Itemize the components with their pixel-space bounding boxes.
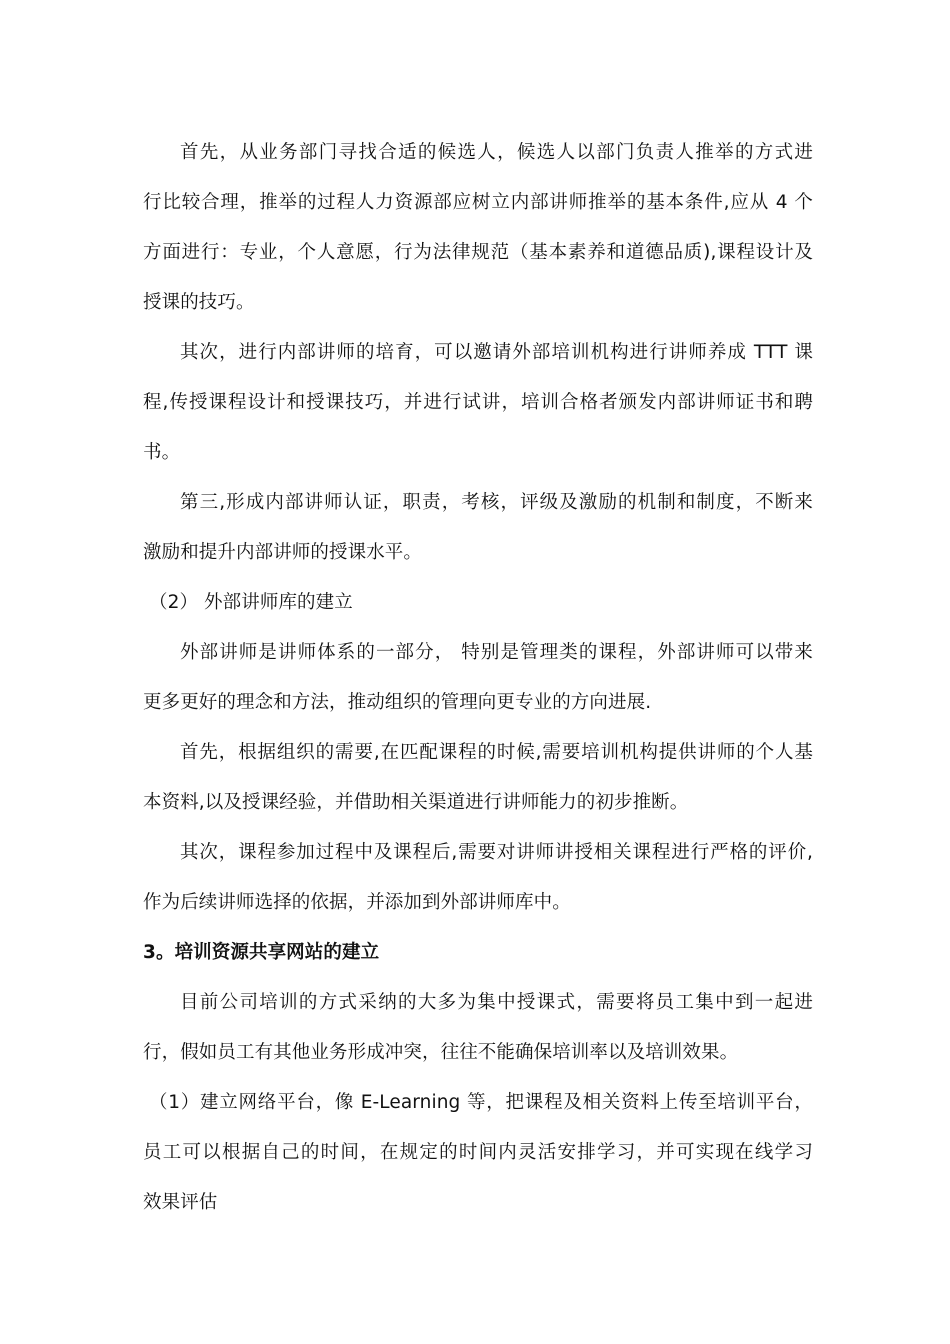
document-body (143, 128, 813, 1228)
subsection-heading: （2） 外部讲师库的建立 (149, 592, 353, 613)
section-heading: 3。培训资源共享网站的建立 (143, 942, 380, 963)
paragraph-line: 首先，从业务部门寻找合适的候选人，候选人以部门负责人推举的方式进 (180, 142, 813, 163)
paragraph-line: 方面进行：专业，个人意愿，行为法律规范（基本素养和道德品质),课程设计及 (143, 242, 813, 263)
paragraph-line: 激励和提升内部讲师的授课水平。 (143, 542, 423, 563)
paragraph-line: 外部讲师是讲师体系的一部分， 特别是管理类的课程，外部讲师可以带来 (180, 642, 813, 663)
paragraph-line: 效果评估 (143, 1192, 218, 1213)
paragraph-line: 行，假如员工有其他业务形成冲突，往往不能确保培训率以及培训效果。 (143, 1042, 739, 1063)
paragraph-line: 其次，课程参加过程中及课程后,需要对讲师讲授相关课程进行严格的评价, (180, 842, 813, 863)
paragraph-line: 目前公司培训的方式采纳的大多为集中授课式，需要将员工集中到一起进 (180, 992, 813, 1013)
paragraph-line: 首先，根据组织的需要,在匹配课程的时候,需要培训机构提供讲师的个人基 (180, 742, 813, 763)
paragraph-line: 授课的技巧。 (143, 292, 255, 313)
paragraph-line: 第三,形成内部讲师认证，职责，考核，评级及激励的机制和制度，不断来 (180, 492, 813, 513)
list-item-line: （1）建立网络平台，像 E-Learning 等，把课程及相关资料上传至培训平台， (149, 1092, 813, 1113)
paragraph-line: 其次，进行内部讲师的培育，可以邀请外部培训机构进行讲师养成 TTT 课 (180, 342, 813, 363)
paragraph-line: 行比较合理，推举的过程人力资源部应树立内部讲师推举的基本条件,应从 4 个 (143, 192, 813, 213)
paragraph-line: 作为后续讲师选择的依据，并添加到外部讲师库中。 (143, 892, 571, 913)
paragraph-line: 本资料,以及授课经验，并借助相关渠道进行讲师能力的初步推断。 (143, 792, 689, 813)
paragraph-line: 程,传授课程设计和授课技巧，并进行试讲，培训合格者颁发内部讲师证书和聘 (143, 392, 813, 413)
paragraph-line: 更多更好的理念和方法，推动组织的管理向更专业的方向进展. (143, 692, 652, 713)
paragraph-line: 书。 (143, 442, 181, 463)
paragraph-line: 员工可以根据自己的时间，在规定的时间内灵活安排学习，并可实现在线学习 (143, 1142, 813, 1163)
